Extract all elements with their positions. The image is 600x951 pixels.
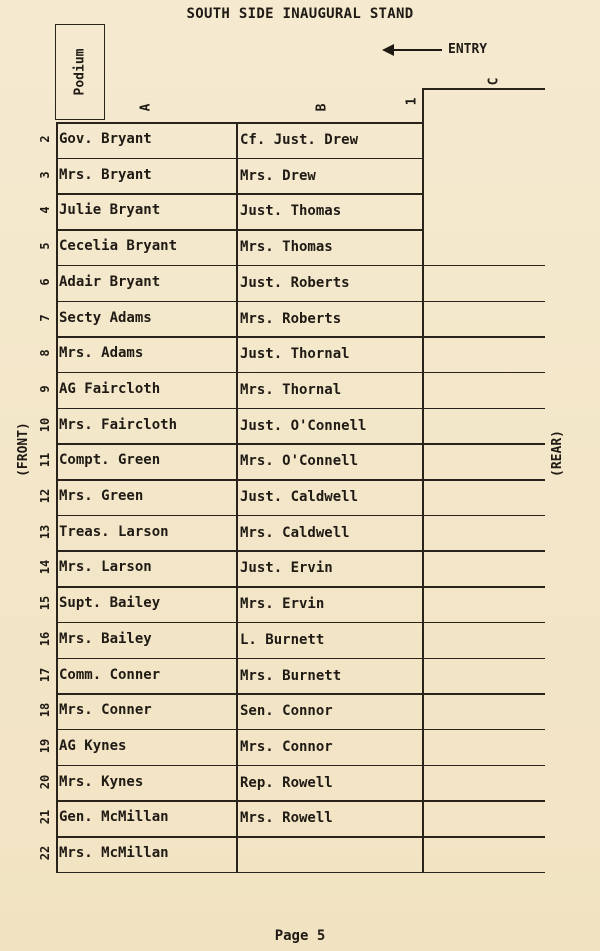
seat-a: Mrs. Green	[59, 488, 144, 504]
seat-a: Supt. Bailey	[59, 595, 161, 612]
row-number: 12	[38, 488, 52, 504]
grid-row-line	[56, 586, 424, 588]
arrow-left-icon	[382, 43, 442, 57]
seat-a: Julie Bryant	[59, 202, 161, 219]
column-letter-1: 1	[404, 97, 420, 106]
seat-a: Mrs. Kynes	[59, 773, 144, 790]
grid-row-line	[56, 193, 424, 195]
seat-b: Just. Roberts	[240, 274, 350, 291]
grid-line-a-b	[236, 122, 238, 872]
entry-label: ENTRY	[448, 42, 488, 57]
grid-row-line	[56, 800, 424, 802]
seat-a: Gen. McMillan	[59, 809, 169, 826]
grid-rear-row-line	[424, 265, 545, 267]
rear-label: (REAR)	[549, 430, 565, 477]
seat-a: Compt. Green	[59, 452, 161, 469]
grid-rear-row-line	[424, 372, 545, 374]
grid-rear-row-line	[424, 336, 545, 338]
grid-row-line	[56, 515, 424, 517]
row-number: 22	[38, 845, 52, 861]
seat-b: Mrs. Caldwell	[240, 524, 350, 541]
row-number: 10	[38, 417, 52, 432]
row-number: 18	[38, 702, 52, 718]
seat-a: Mrs. Faircloth	[59, 416, 178, 433]
row-number: 3	[38, 171, 52, 179]
row-number: 5	[38, 242, 52, 250]
row-number: 11	[38, 453, 52, 468]
seat-a: AG Faircloth	[59, 380, 161, 397]
seat-a: Mrs. Larson	[59, 559, 152, 576]
seat-b: Just. Caldwell	[240, 489, 359, 505]
seat-b: Mrs. Thomas	[240, 239, 333, 256]
grid-rear-row-line	[424, 479, 545, 481]
grid-rear-row-line	[424, 515, 545, 517]
row-number: 16	[38, 631, 52, 647]
column-letter-a: A	[138, 103, 154, 112]
column-letter-c: C	[486, 77, 502, 86]
seat-a: AG Kynes	[59, 737, 127, 754]
row-number: 15	[38, 595, 52, 611]
column-letter-b: B	[314, 103, 330, 112]
grid-rear-row-line	[424, 693, 545, 695]
grid-rear-row-line	[424, 658, 545, 660]
row-number: 9	[38, 385, 52, 393]
front-label: (FRONT)	[15, 422, 31, 477]
seat-b: Just. Thornal	[240, 346, 350, 363]
row-number: 7	[38, 313, 52, 322]
entry-indicator	[382, 42, 487, 57]
row-number: 13	[38, 524, 52, 539]
grid-rear-row-line	[424, 301, 545, 303]
seat-b: Mrs. Ervin	[240, 596, 325, 613]
row-number: 2	[38, 135, 52, 143]
row-number: 21	[38, 810, 52, 825]
grid-row-line	[56, 336, 424, 338]
grid-row-line	[56, 729, 424, 731]
grid-rear-row-line	[424, 872, 545, 874]
grid-row-line	[56, 301, 424, 303]
seat-b: Mrs. Roberts	[240, 310, 342, 327]
grid-row-line	[56, 622, 424, 624]
seat-a: Treas. Larson	[59, 523, 169, 540]
seat-b: Mrs. Burnett	[240, 667, 342, 684]
grid-rear-row-line	[424, 729, 545, 731]
grid-row-line	[56, 443, 424, 445]
seat-b: L. Burnett	[240, 631, 325, 648]
seat-b: Mrs. Drew	[240, 167, 316, 184]
grid-row-line	[56, 836, 424, 838]
seat-a: Mrs. Conner	[59, 702, 152, 719]
grid-rear-row-line	[424, 622, 545, 624]
seat-b: Mrs. Connor	[240, 738, 333, 755]
grid-row-line	[56, 550, 424, 552]
grid-row-line	[56, 872, 424, 874]
grid-rear-row-line	[424, 586, 545, 588]
seat-a: Secty Adams	[59, 309, 152, 326]
grid-rear-row-line	[424, 800, 545, 802]
page-title: SOUTH SIDE INAUGURAL STAND	[186, 6, 414, 22]
seat-a: Comm. Conner	[59, 666, 161, 683]
row-number: 17	[38, 667, 52, 682]
row-number: 20	[38, 774, 52, 789]
seat-b: Mrs. Thornal	[240, 381, 342, 398]
seat-a: Cecelia Bryant	[59, 238, 178, 255]
seat-b: Sen. Connor	[240, 703, 333, 720]
seat-b: Rep. Rowell	[240, 774, 333, 791]
seat-a: Mrs. Adams	[59, 345, 144, 362]
row-number: 19	[38, 738, 52, 754]
grid-row-line	[56, 408, 424, 410]
podium-box	[55, 24, 105, 120]
row-number: 14	[38, 560, 52, 575]
seat-a: Adair Bryant	[59, 273, 161, 290]
page-number: Page 5	[274, 928, 326, 944]
seat-b: Cf. Just. Drew	[240, 132, 359, 148]
row-number: 6	[38, 278, 52, 286]
grid-row-line	[56, 658, 424, 660]
seat-b: Just. Ervin	[240, 560, 333, 577]
grid-row-line	[56, 372, 424, 374]
podium-label: Podium	[72, 48, 88, 96]
seat-a: Mrs. McMillan	[59, 845, 169, 861]
seat-b: Mrs. O'Connell	[240, 453, 359, 470]
seat-b: Just. O'Connell	[240, 417, 367, 434]
grid-line-left	[56, 122, 58, 872]
grid-rear-row-line	[424, 836, 545, 838]
grid-line-c-top	[422, 88, 545, 90]
grid-row-line	[56, 229, 424, 231]
seat-a: Mrs. Bailey	[59, 630, 152, 647]
grid-row-line	[56, 693, 424, 695]
row-number: 8	[38, 349, 52, 357]
grid-rear-row-line	[424, 550, 545, 552]
seat-a: Gov. Bryant	[59, 131, 152, 147]
grid-line-1-tick	[422, 88, 424, 106]
grid-rear-row-line	[424, 765, 545, 767]
seat-a: Mrs. Bryant	[59, 166, 152, 183]
grid-rear-row-line	[424, 408, 545, 410]
grid-row-line	[56, 265, 424, 267]
grid-line-b-1	[422, 104, 424, 872]
grid-row-line	[56, 479, 424, 481]
grid-rear-row-line	[424, 443, 545, 445]
grid-row-line	[56, 158, 424, 160]
seat-b: Just. Thomas	[240, 203, 342, 220]
grid-row-line	[56, 122, 424, 124]
row-number: 4	[38, 206, 52, 215]
seat-b: Mrs. Rowell	[240, 810, 333, 827]
grid-row-line	[56, 765, 424, 767]
